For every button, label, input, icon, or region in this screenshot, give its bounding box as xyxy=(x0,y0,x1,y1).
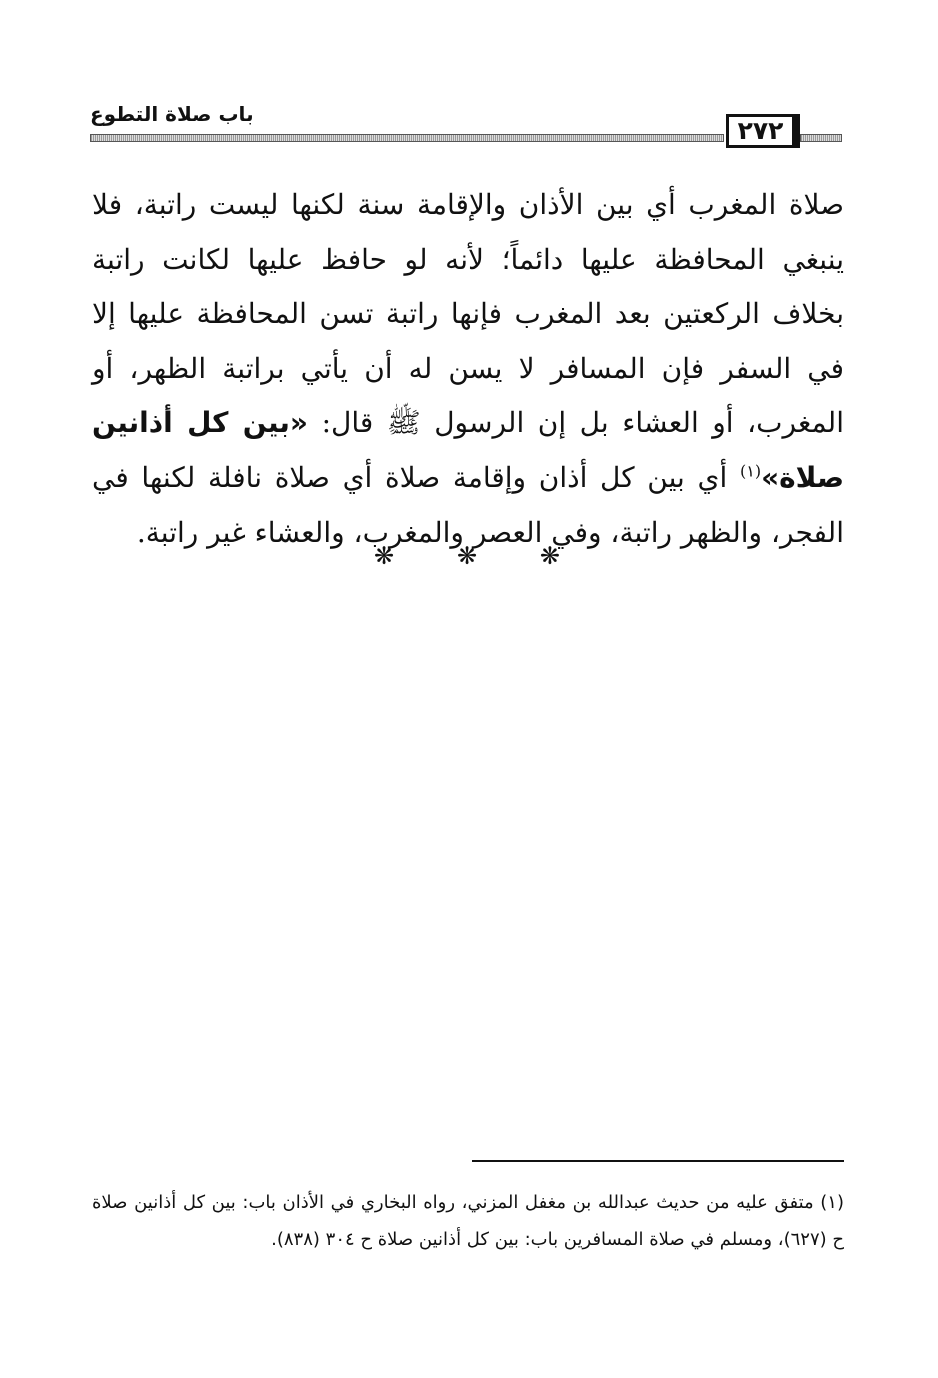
header-rule-tail xyxy=(800,134,842,142)
footnote-1: (١) متفق عليه من حديث عبدالله بن مغفل المزني، رواه البخاري في الأذان باب: بين كل أذانين صلاة ح (٦٢٧)، ومسلم في صلاة المسافرين باب: بين كل أذانين صلاة ح ٣٠٤ (٨٣٨). xyxy=(92,1192,844,1250)
footnote-separator xyxy=(472,1160,844,1162)
star-ornament-icon: ❋ xyxy=(539,542,560,570)
page-number: ٢٧٢ xyxy=(726,114,800,148)
footnote-reference: (١) xyxy=(739,461,762,481)
running-title: باب صلاة التطوع xyxy=(90,102,254,126)
paragraph-segment-1: صلاة المغرب أي بين الأذان والإقامة سنة لكنها ليست راتبة، فلا ينبغي المحافظة عليها دائماً؛ لأنه لو حافظ عليها لكانت راتبة بخلاف الركعتين بعد المغرب فإنها راتبة تسن المحافظة عليها إلا في السفر فإن المسافر لا يسن له أن يأتي براتبة الظهر، أو المغرب، أو العشاء بل إن الرسول ﷺ قال: xyxy=(92,188,844,440)
section-break-stars xyxy=(374,542,560,570)
hadith-quote: «بين كل أذانين صلاة» xyxy=(92,406,844,494)
star-ornament-icon: ❋ xyxy=(374,542,395,570)
main-paragraph xyxy=(92,178,844,560)
paragraph-segment-2: أي بين كل أذان وإقامة صلاة أي صلاة نافلة لكنها في الفجر، والظهر راتبة، وفي العصر والمغرب، والعشاء غير راتبة. xyxy=(92,460,844,549)
page-header xyxy=(90,100,842,152)
header-rule xyxy=(90,134,724,142)
star-ornament-icon: ❋ xyxy=(456,542,478,570)
